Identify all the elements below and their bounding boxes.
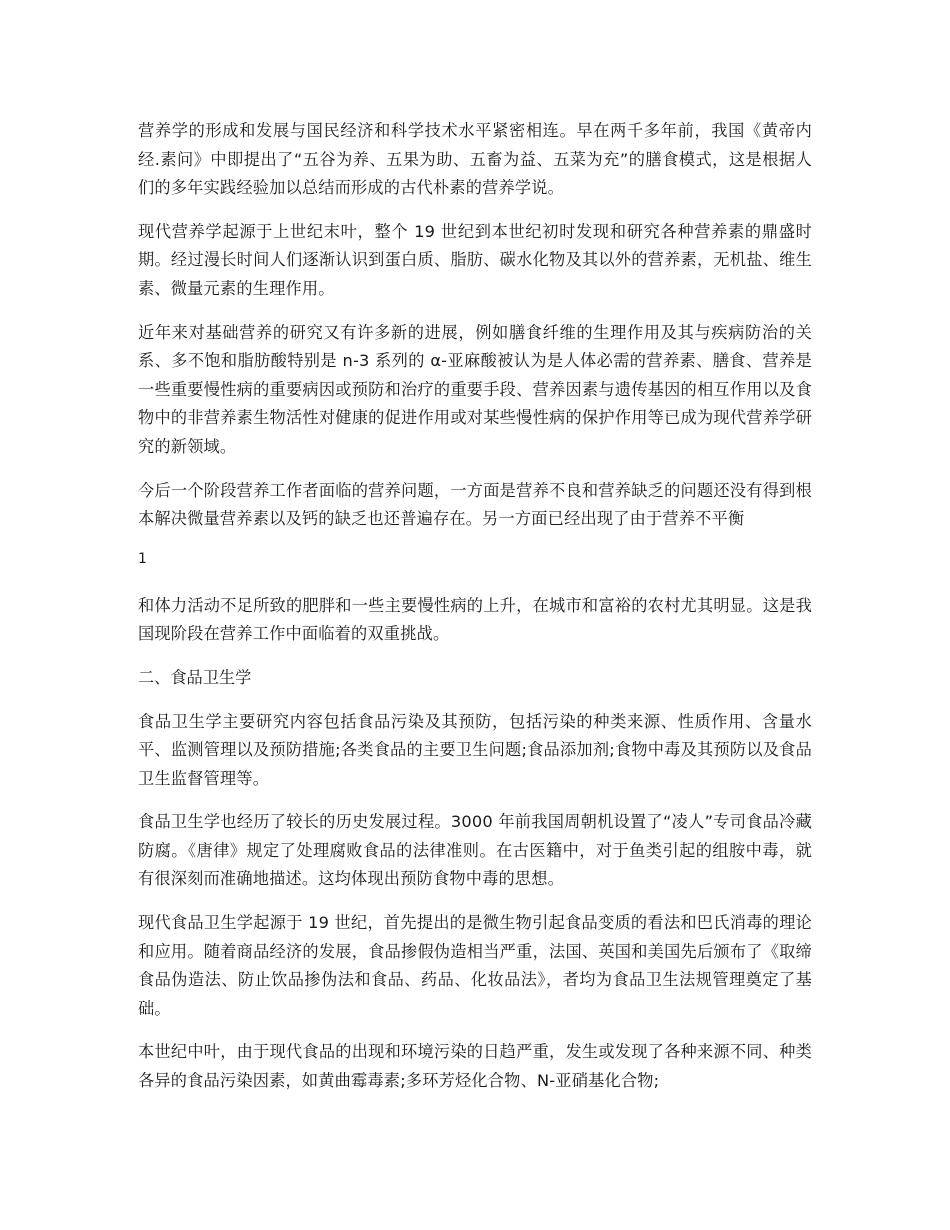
paragraph-food-hygiene-history: 食品卫生学也经历了较长的历史发展过程。3000 年前我国周朝机设置了“凌人”专司食品冷藏防腐。《唐律》规定了处理腐败食品的法律准则。在古医籍中，对于鱼类引起的组胺中毒，就有很深刻而准确地描述。这均体现出预防食物中毒的思想。 (138, 812, 812, 889)
paragraph-modern-food-hygiene: 现代食品卫生学起源于 19 世纪，首先提出的是微生物引起食品变质的看法和巴氏消毒的理论和应用。随着商品经济的发展，食品掺假伪造相当严重，法国、英国和美国先后颁布了《取缔食品伪造法、防止饮品掺伪法和食品、药品、化妆品法》，者均为食品卫生法规管理奠定了基础。 (138, 913, 812, 1018)
section-heading: 二、食品卫生学 (138, 667, 252, 687)
paragraph-mid-century: 本世纪中叶，由于现代食品的出现和环境污染的日趋严重，发生或发现了各种来源不同、种类各异的食品污染因素，如黄曲霉毒素;多环芳烃化合物、N-亚硝基化合物; (138, 1042, 812, 1091)
paragraph-nutrition-history: 营养学的形成和发展与国民经济和科学技术水平紧密相连。早在两千多年前，我国《黄帝内经.素问》中即提出了“五谷为养、五果为助、五畜为益、五菜为充”的膳食模式，这是根据人们的多年实践经验加以总结而形成的古代朴素的营养学说。 (138, 121, 812, 198)
paragraph-food-hygiene-content: 食品卫生学主要研究内容包括食品污染及其预防，包括污染的种类来源、性质作用、含量水平、监测管理以及预防措施;各类食品的主要卫生问题;食品添加剂;食物中毒及其预防以及食品卫生监督管理等。 (138, 711, 812, 788)
paragraph-continuation: 和体力活动不足所致的肥胖和一些主要慢性病的上升，在城市和富裕的农村尤其明显。这是我国现阶段在营养工作中面临着的双重挑战。 (138, 595, 812, 644)
paragraph-modern-nutrition: 现代营养学起源于上世纪末叶，整个 19 世纪到本世纪初时发现和研究各种营养素的鼎盛时期。经过漫长时间人们逐渐认识到蛋白质、脂肪、碳水化物及其以外的营养素，无机盐、维生素、微量元素的生理作用。 (138, 221, 812, 298)
paragraph-future-problems: 今后一个阶段营养工作者面临的营养问题，一方面是营养不良和营养缺乏的问题还没有得到根本解决微量营养素以及钙的缺乏也还普遍存在。另一方面已经出现了由于营养不平衡 (138, 480, 812, 529)
page-number: 1 (138, 550, 147, 567)
paragraph-recent-progress: 近年来对基础营养的研究又有许多新的进展，例如膳食纤维的生理作用及其与疾病防治的关系、多不饱和脂肪酸特别是 n-3 系列的 α-亚麻酸被认为是人体必需的营养素、膳食、营养是一些重要慢性病的重要病因或预防和治疗的重要手段、营养因素与遗传基因的相互作用以及食物中的非营养素生物活性对健康的促进作用或对某些慢性病的保护作用等已成为现代营养学研究的新领域。 (138, 322, 812, 456)
document-page (138, 117, 812, 1111)
